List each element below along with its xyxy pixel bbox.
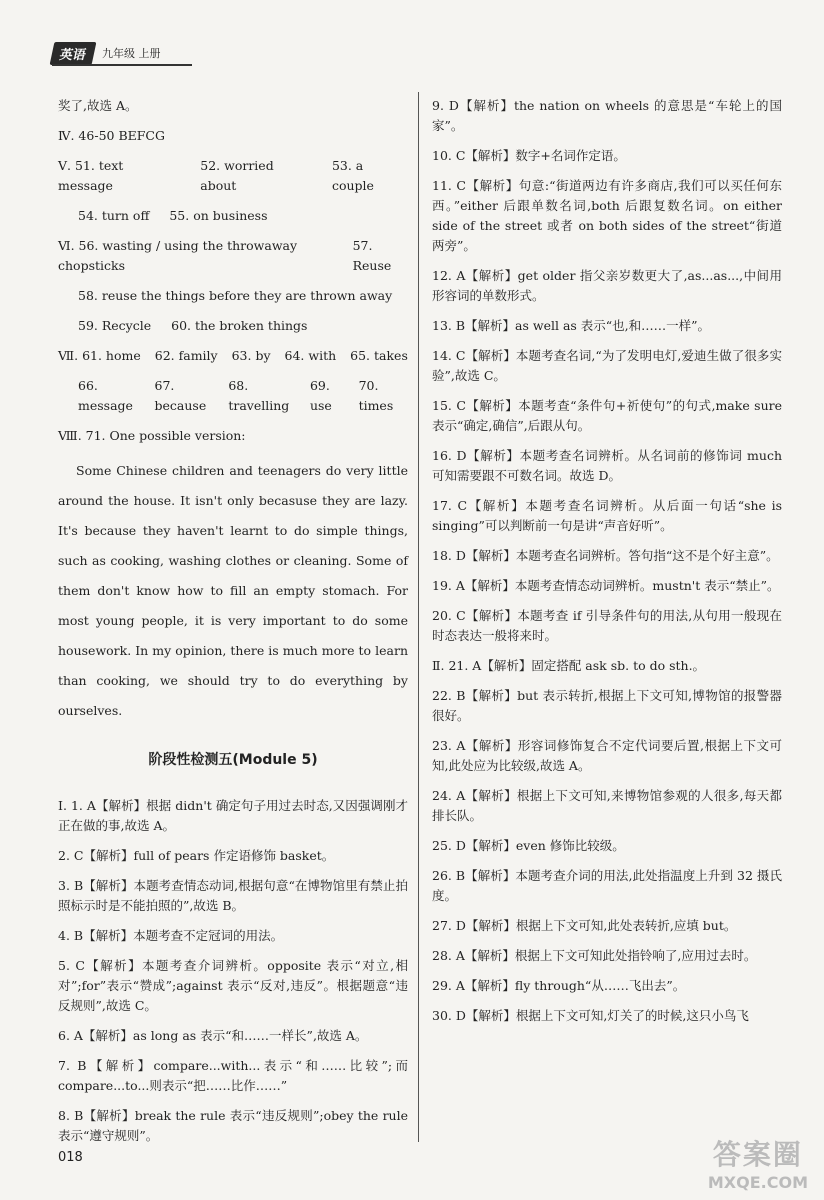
answer-item: 64. with bbox=[284, 348, 337, 363]
answer-item: 28. A【解析】根据上下文可知此处指铃响了,应用过去时。 bbox=[432, 948, 757, 963]
answer-item: Ⅶ. 61. home bbox=[58, 348, 141, 363]
answer-item: 9. D【解析】the nation on wheels 的意思是“车轮上的国家”。 bbox=[432, 98, 782, 133]
answer-item: 52. worried about bbox=[200, 158, 274, 193]
subject-badge: 英语 bbox=[50, 42, 97, 65]
answer-item: 2. C【解析】full of pears 作定语修饰 basket。 bbox=[58, 848, 335, 863]
answer-item: 59. Recycle bbox=[78, 318, 152, 333]
answer-item: 11. C【解析】句意:“街道两边有许多商店,我们可以买任何东西。”either 后跟单数名词,both 后跟复数名词。on either side of the street 或者 on both sides of the street“街道两旁”。 bbox=[432, 178, 782, 253]
answer-item: Ⅰ. 1. A【解析】根据 didn't 确定句子用过去时态,又因强调刚才正在做的事,故选 A。 bbox=[58, 798, 408, 833]
section-vi-line-2: 58. reuse the things before they are thrown away bbox=[78, 288, 393, 303]
column-divider bbox=[418, 92, 419, 1142]
answer-item: 68. travelling bbox=[228, 378, 290, 413]
answer-item: 12. A【解析】get older 指父亲岁数更大了,as...as...,中间用形容词的单数形式。 bbox=[432, 268, 782, 303]
section-vi-line-3 bbox=[58, 316, 408, 336]
answer-item: 53. a couple bbox=[331, 158, 374, 193]
answer-item: 6. A【解析】as long as 表示“和……一样长”,故选 A。 bbox=[58, 1028, 368, 1043]
answer-item: 5. C【解析】本题考查介词辨析。opposite 表示“对立,相对”;for”表示“赞成”;against 表示“反对,违反”。根据题意“违反规则”,故选 C。 bbox=[58, 958, 408, 1013]
left-column bbox=[58, 96, 408, 1156]
answer-item: 23. A【解析】形容词修饰复合不定代词要后置,根据上下文可知,此处应为比较级,故选 A。 bbox=[432, 738, 782, 773]
page-number: 018 bbox=[58, 1150, 83, 1165]
answer-item: 18. D【解析】本题考查名词辨析。答句指“这不是个好主意”。 bbox=[432, 548, 779, 563]
answer-line: Ⅳ. 46-50 BEFCG bbox=[58, 128, 165, 143]
section-viii-label: Ⅷ. 71. One possible version: bbox=[58, 428, 246, 443]
answer-item: Ⅴ. 51. text message bbox=[58, 158, 124, 193]
sample-essay: Some Chinese children and teenagers do very little around the house. It isn't only becasuse they are lazy. It's because they haven't learnt to do simple things, such as cooking, washing clothes or cleaning. Some of them don't know how to fill an empty stomach. For most young people, it is very important to do some housework. In my opinion, there is much more to learn than cooking, we should try to do everything by ourselves. bbox=[58, 463, 408, 718]
answer-item: 26. B【解析】本题考查介词的用法,此处指温度上升到 32 摄氏度。 bbox=[432, 868, 782, 903]
section-v-line-1 bbox=[58, 156, 408, 196]
watermark-logo bbox=[708, 1133, 808, 1192]
answer-item: 69. use bbox=[309, 378, 332, 413]
answer-item: 13. B【解析】as well as 表示“也,和……一样”。 bbox=[432, 318, 711, 333]
watermark-en: MXQE.COM bbox=[707, 1173, 808, 1192]
answer-item: 66. message bbox=[78, 378, 133, 413]
answer-item: 19. A【解析】本题考查情态动词辨析。mustn't 表示“禁止”。 bbox=[432, 578, 780, 593]
answer-item: 20. C【解析】本题考查 if 引导条件句的用法,从句用一般现在时态表达一般将来时。 bbox=[432, 608, 782, 643]
answer-item: 62. family bbox=[154, 348, 218, 363]
answer-item: 70. times bbox=[358, 378, 394, 413]
answer-line: 奖了,故选 A。 bbox=[58, 98, 138, 113]
answer-item: 57. Reuse bbox=[352, 238, 392, 273]
answer-item: 7. B【解析】compare...with...表示“和……比较”;而compare...to...则表示“把……比作……” bbox=[58, 1058, 408, 1093]
answer-item: Ⅱ. 21. A【解析】固定搭配 ask sb. to do sth.。 bbox=[432, 658, 706, 673]
answer-item: 60. the broken things bbox=[171, 318, 308, 333]
answer-item: 67. because bbox=[154, 378, 207, 413]
answer-item: 30. D【解析】根据上下文可知,灯关了的时候,这只小鸟飞 bbox=[432, 1008, 749, 1023]
answer-item: 54. turn off bbox=[78, 208, 150, 223]
header-rule bbox=[52, 64, 192, 66]
page-header bbox=[52, 42, 161, 64]
answer-item: 16. D【解析】本题考查名词辨析。从名词前的修饰词 much 可知需要跟不可数名词。故选 D。 bbox=[432, 448, 782, 483]
answer-item: 63. by bbox=[231, 348, 271, 363]
answer-item: 3. B【解析】本题考查情态动词,根据句意“在博物馆里有禁止拍照标示时是不能拍照的”,故选 B。 bbox=[58, 878, 408, 913]
answer-item: 10. C【解析】数字+名词作定语。 bbox=[432, 148, 626, 163]
answer-item: 17. C【解析】本题考查名词辨析。从后面一句话“she is singing”可以判断前一句是讲“声音好听”。 bbox=[432, 498, 782, 533]
answer-item: 8. B【解析】break the rule 表示“违反规则”;obey the rule 表示“遵守规则”。 bbox=[58, 1108, 408, 1143]
section-vii-line-2 bbox=[58, 376, 408, 416]
section-vii-line-1 bbox=[58, 346, 408, 366]
answer-item: 27. D【解析】根据上下文可知,此处表转折,应填 but。 bbox=[432, 918, 737, 933]
answer-item: 4. B【解析】本题考查不定冠词的用法。 bbox=[58, 928, 284, 943]
answer-item: 22. B【解析】but 表示转折,根据上下文可知,博物馆的报警器很好。 bbox=[432, 688, 782, 723]
grade-label: 九年级 上册 bbox=[102, 47, 161, 60]
answer-item: 15. C【解析】本题考查“条件句+祈使句”的句式,make sure 表示“确定,确信”,后跟从句。 bbox=[432, 398, 782, 433]
answer-item: 14. C【解析】本题考查名词,“为了发明电灯,爱迪生做了很多实验”,故选 C。 bbox=[432, 348, 782, 383]
answer-item: 25. D【解析】even 修饰比较级。 bbox=[432, 838, 625, 853]
answer-item: 29. A【解析】fly through“从……飞出去”。 bbox=[432, 978, 686, 993]
answer-item: 65. takes bbox=[350, 348, 408, 363]
watermark-cn: 答案圈 bbox=[712, 1138, 803, 1171]
answer-item: Ⅵ. 56. wasting / using the throwaway chopsticks bbox=[58, 238, 298, 273]
answer-item: 55. on business bbox=[169, 208, 268, 223]
answer-item: 24. A【解析】根据上下文可知,来博物馆参观的人很多,每天都排长队。 bbox=[432, 788, 782, 823]
section-title: 阶段性检测五(Module 5) bbox=[148, 752, 318, 768]
right-column bbox=[432, 96, 782, 1036]
section-v-line-2 bbox=[58, 206, 408, 226]
section-vi-line-1 bbox=[58, 236, 408, 276]
